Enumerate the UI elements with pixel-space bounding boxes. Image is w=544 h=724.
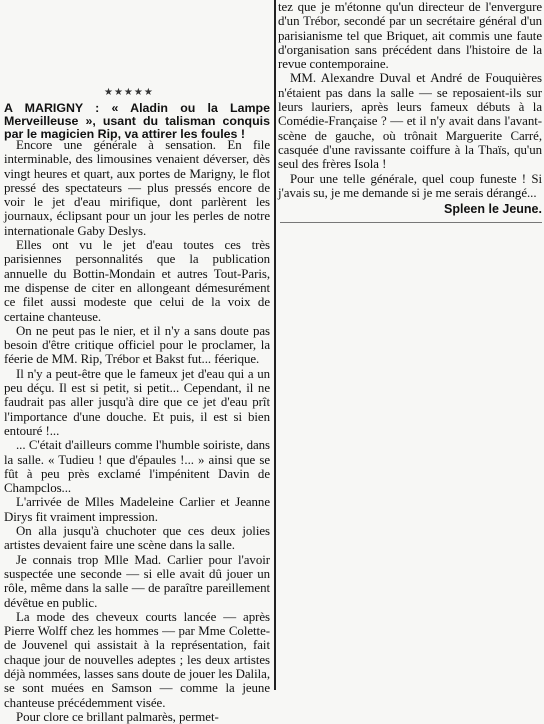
paragraph: Il n'y a peut-être que le fameux jet d'eau qui a un peu déçu. Il est si petit, si petit... Cependant, il ne faudrait pas aller jusqu'à dire que ce jet d'eau prît l'importance d'une douche. Et puis, il est si bien entouré !...	[4, 366, 270, 438]
left-column	[4, 0, 272, 724]
paragraph: La mode des cheveux courts lancée — après Pierre Wolff chez les hommes — par Mme Colette-de Jouvenel qui assistait à la représentation, fait chaque jour de nouvelles adeptes ; les deux artistes déjà nommées, lasses sans doute de jouer les Dalila, se sont muées en Samson — comme la jeune chanteuse précédemment visée.	[4, 609, 270, 710]
paragraph: Pour une telle générale, quel coup funeste ! Si j'avais su, je me demande si je me serais dérangé...	[278, 171, 542, 200]
separator-stars: ★★★★★	[104, 87, 154, 98]
paragraph: Elles ont vu le jet d'eau toutes ces très parisiennes personnalités que la publication annuelle du Bottin-Mondain et autres Tout-Paris, me dispense de citer en allongeant démesurément ce filet aussi modeste que celui de la voix de certaine chanteuse.	[4, 238, 270, 324]
author-signature: Spleen le Jeune.	[444, 202, 542, 217]
paragraph: On alla jusqu'à chuchoter que ces deux jolies artistes devaient faire une scène dans la salle.	[4, 524, 270, 553]
right-body	[278, 0, 542, 216]
paragraph: Encore une générale à sensation. En file interminable, des limousines venaient déverser, dès vingt heures et quart, aux portes de Marigny, le flot pressé des spectateurs — plus pressés encore de voir le jet d'eau mirifique, dont parlèrent les journaux, éclipsant pour un jour les perles de notre internationale Gaby Deslys.	[4, 138, 270, 238]
column-rule	[274, 0, 276, 690]
left-body	[4, 138, 270, 724]
paragraph: Pour clore ce brillant palmarès, permet-	[16, 709, 219, 724]
preceding-article-fragment	[4, 0, 272, 70]
paragraph: On ne peut pas le nier, et il n'y a sans doute pas besoin d'être critique officiel pour le proclamer, la féerie de MM. Rip, Trébor et Bakst fut... féerique.	[4, 323, 270, 367]
paragraph: MM. Alexandre Duval et André de Fouquières n'étaient pas dans la salle — se reposaient-ils sur leurs lauriers, après leurs fameux débuts à la Comédie-Française ? — et il n'y avait dans l'avant-scène de gauche, où trônait Marguerite Carré, casquée d'une ravissante coiffure à la Thaïs, qu'un seul des frères Isola !	[278, 71, 542, 172]
right-column	[278, 0, 542, 220]
paragraph: Je connais trop Mlle Mad. Carlier pour l'avoir suspectée une seconde — si elle avait dû jouer un rôle, même dans la salle — de paraître pareillement dévêtue en public.	[4, 552, 270, 610]
article-end-rule	[280, 222, 542, 223]
article-headline: A MARIGNY : « Aladin ou la Lampe Merveilleuse », usant du talisman conquis par le magicien Rip, va attirer les foules !	[4, 101, 270, 141]
paragraph: tez que je m'étonne qu'un directeur de l'envergure d'un Trébor, secondé par un secrétaire général d'un parisianisme tel que Briquet, ait commis une faute d'organisation sans précédent dans l'histoire de la revue contemporaine.	[278, 0, 542, 72]
paragraph: L'arrivée de Mlles Madeleine Carlier et Jeanne Dirys fit vraiment impression.	[4, 495, 270, 524]
paragraph: ... C'était d'ailleurs comme l'humble soiriste, dans la salle. « Tudieu ! que d'épaules !... » ainsi que se fût à peu près exclamé l'impénitent Davin de Champclos...	[4, 438, 270, 496]
